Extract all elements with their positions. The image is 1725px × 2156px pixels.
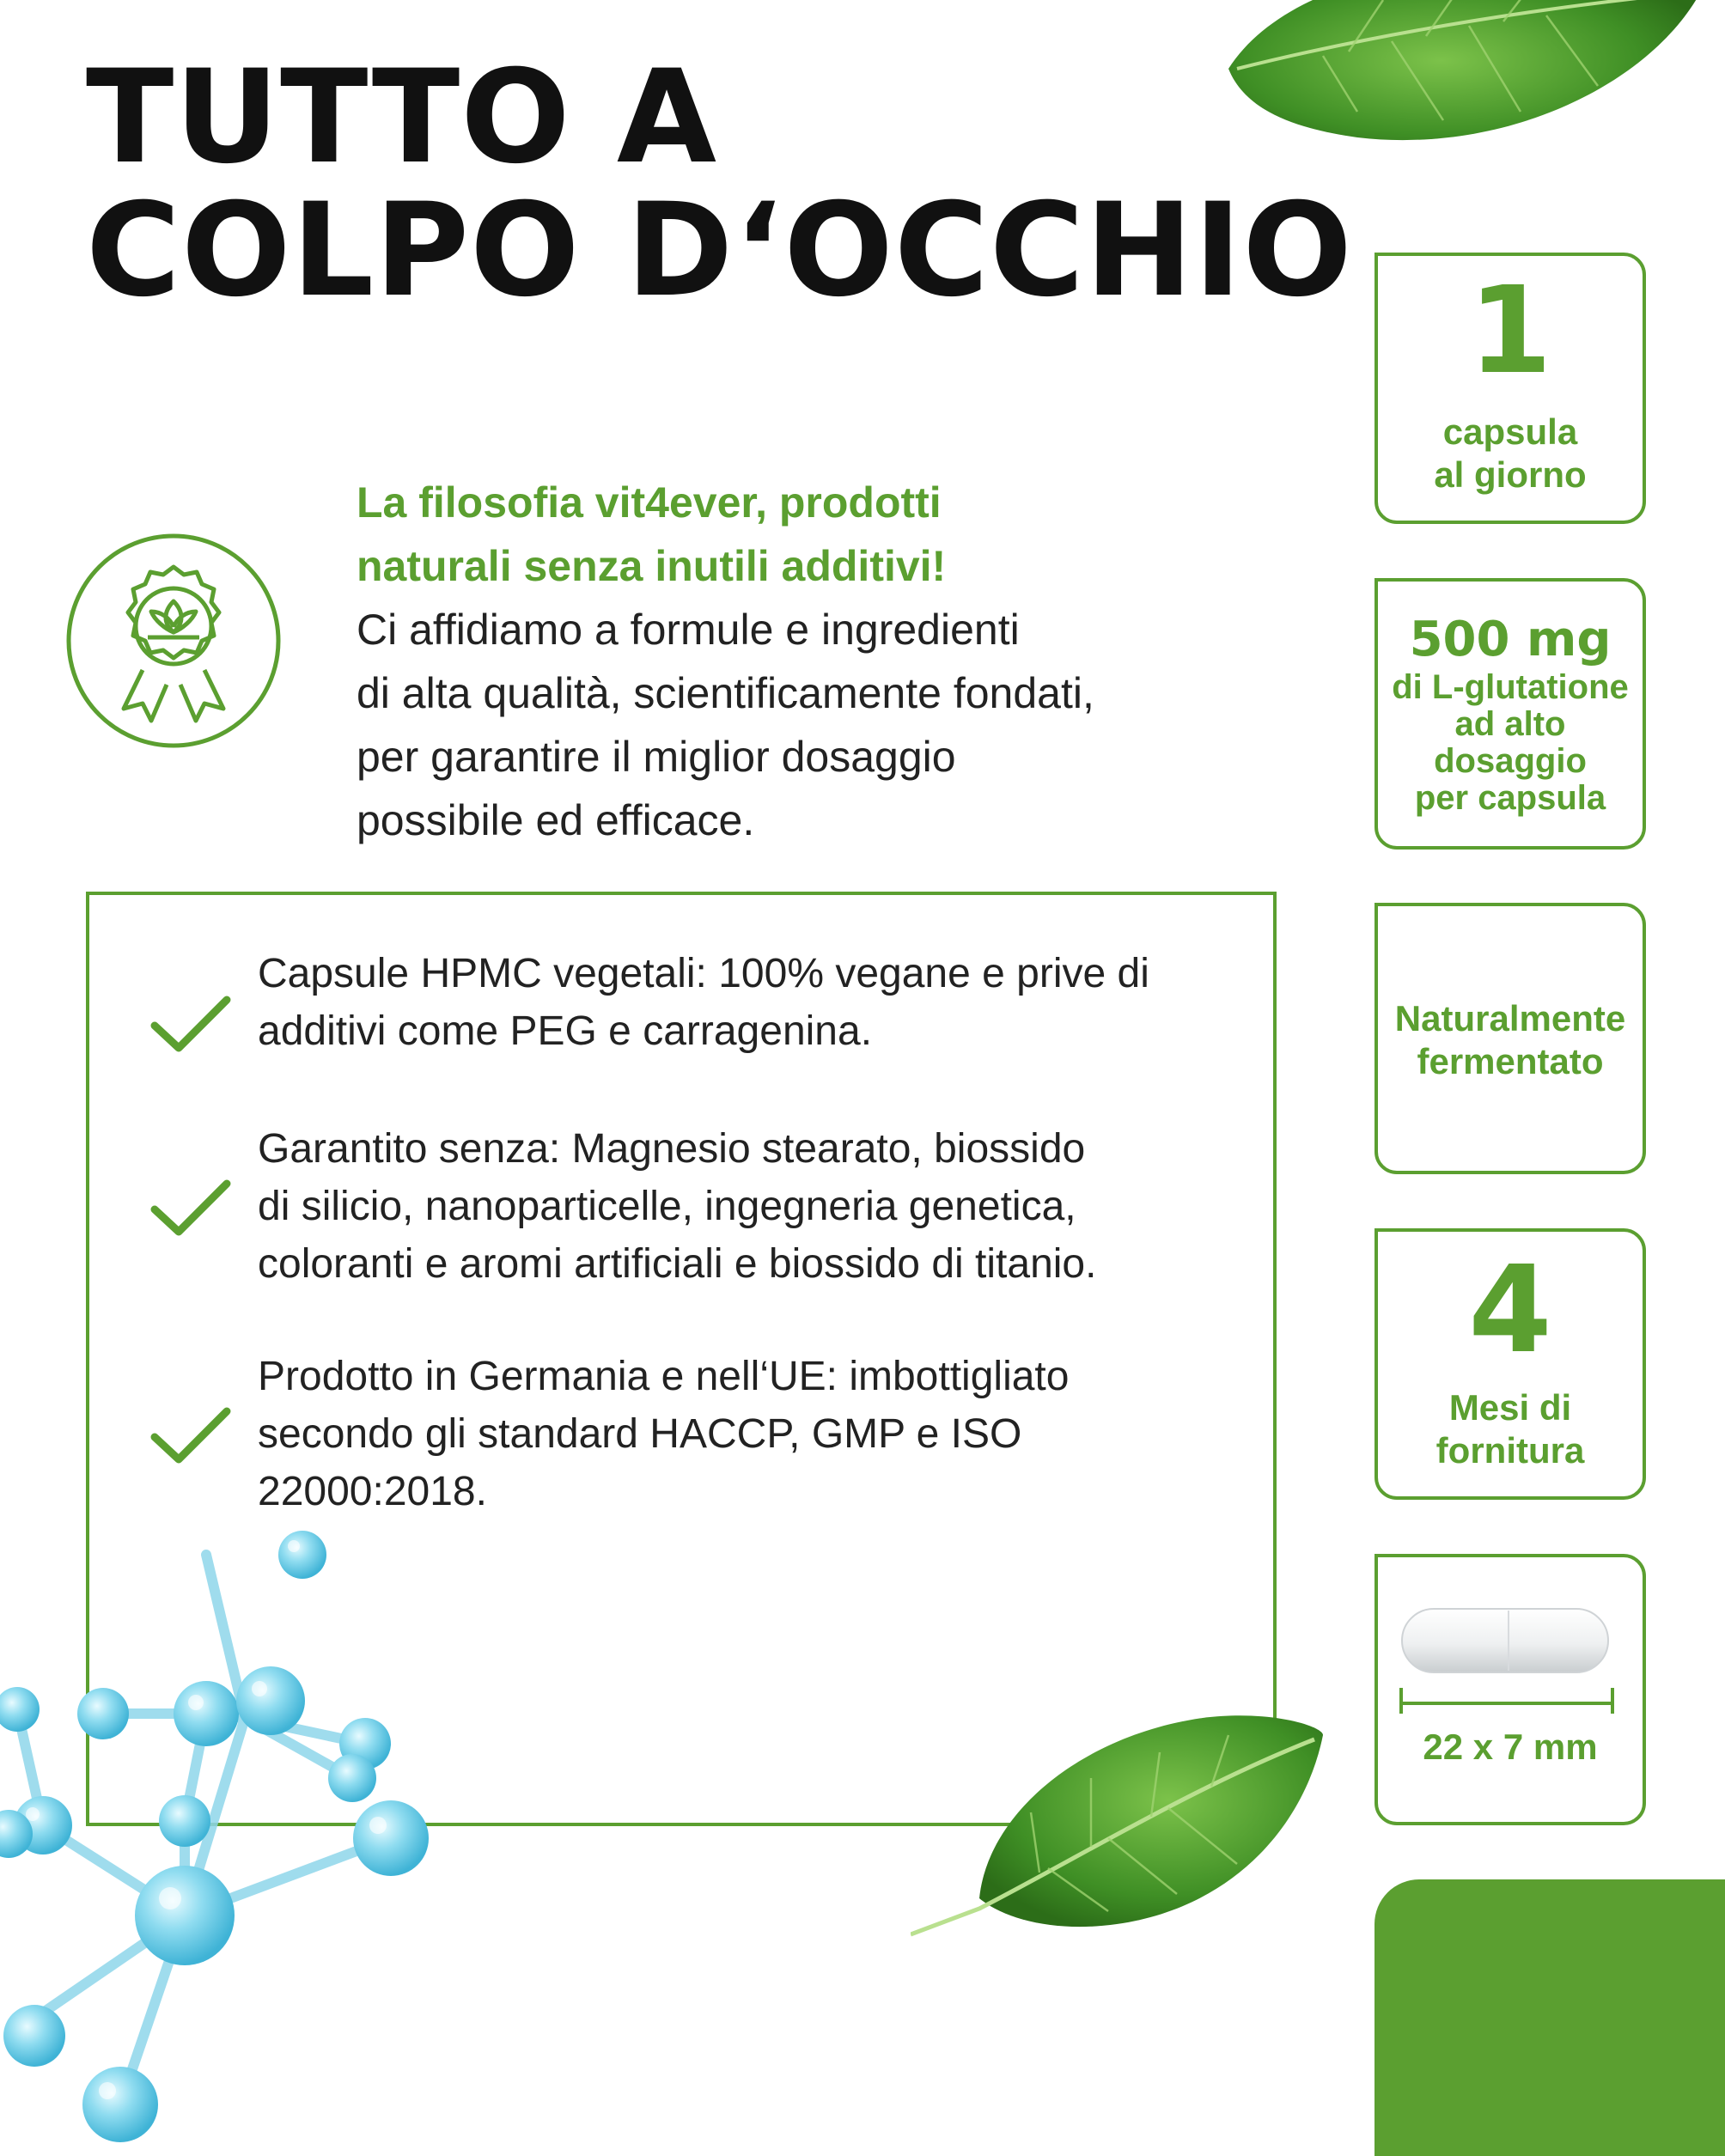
info-card-supply [1375, 1228, 1646, 1500]
page-title [86, 43, 1357, 326]
supply-label: Mesi di fornitura [1435, 1387, 1585, 1471]
check-icon [148, 990, 234, 1058]
supply-number: 4 [1468, 1240, 1552, 1380]
info-card-fermented [1375, 903, 1646, 1174]
info-card-dose [1375, 253, 1646, 524]
intro-headline: La filosofia vit4ever, prodotti naturali senza inutili additivi! [357, 478, 947, 590]
intro-body: Ci affidiamo a formule e ingredienti di alta qualità, scientificamente fondati, per garantire il miglior dosaggio possibile ed efficace. [357, 606, 1094, 844]
leaf-icon [1220, 0, 1725, 163]
amount-label: di L-glutatione ad alto dosaggio per capsula [1392, 668, 1629, 817]
feature-text: Garantito senza: Magnesio stearato, biossido di silicio, nanoparticelle, ingegneria genetica, coloranti e aromi artificiali e biossido di titanio. [258, 1126, 1097, 1287]
title-line-1: TUTTO A [86, 43, 718, 192]
info-card-amount [1375, 578, 1646, 850]
molecule-icon [0, 1495, 447, 2156]
info-card-size [1375, 1554, 1646, 1825]
dose-label: capsula al giorno [1434, 411, 1587, 495]
green-corner-block [1375, 1879, 1725, 2156]
size-label: 22 x 7 mm [1423, 1727, 1598, 1767]
amount-value: 500 mg [1409, 612, 1612, 667]
feature-text: Prodotto in Germania e nell‘UE: imbottigliato secondo gli standard HACCP, GMP e ISO 22000:2018. [258, 1354, 1070, 1514]
quality-badge-icon [65, 533, 282, 749]
dose-number: 1 [1468, 261, 1552, 401]
check-icon [148, 1173, 234, 1242]
check-icon [148, 1401, 234, 1470]
capsule-icon [1397, 1604, 1627, 1715]
fermented-label: Naturalmente fermentato [1394, 998, 1626, 1081]
feature-text: Capsule HPMC vegetali: 100% vegane e prive di additivi come PEG e carragenina. [258, 951, 1149, 1054]
leaf-icon [911, 1709, 1340, 1950]
title-line-2: COLPO D‘OCCHIO [86, 176, 1353, 326]
intro-section [357, 471, 1224, 852]
